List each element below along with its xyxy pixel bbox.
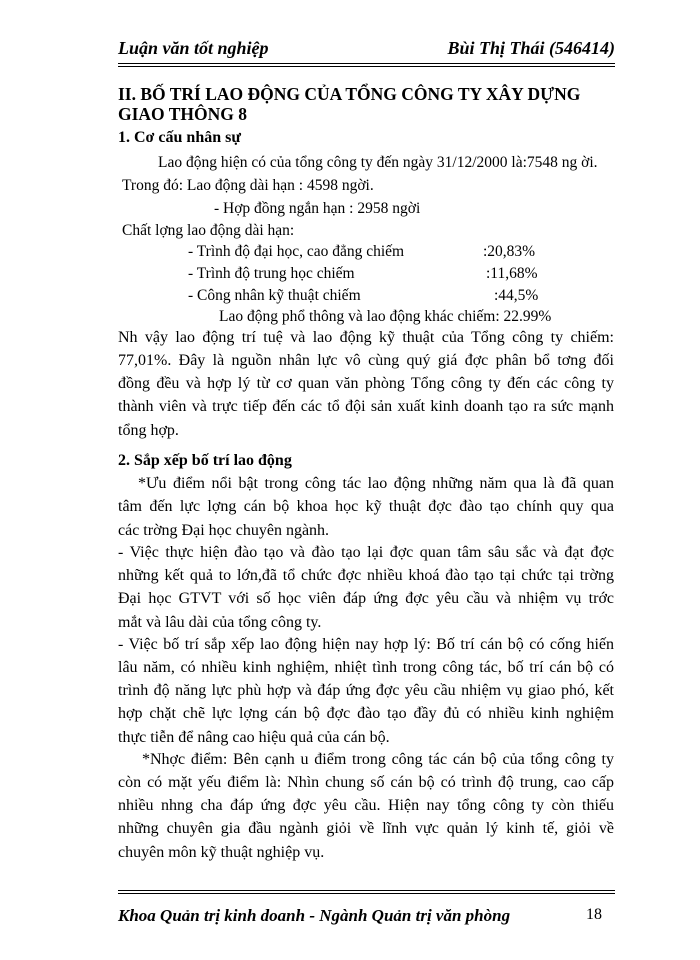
header-rule [118, 63, 615, 64]
short-term-line: - Hợp đồng ngắn hạn : 2958 ngời [214, 200, 421, 217]
weakness-line: *Nhợc điểm: Bên cạnh u điểm trong công tác cán bộ của tổng công ty [142, 751, 614, 768]
arrangement-line: trình độ năng lực phù hợp và đáp ứng đợc yêu cầu nhiệm vụ giao phó, kết [118, 682, 614, 699]
header-left: Luận văn tốt nghiệp [118, 38, 269, 58]
quality-label: Chất lợng lao động dài hạn: [122, 222, 295, 239]
arrangement-line: - Việc bố trí sắp xếp lao động hiện nay hợp lý: Bố trí cán bộ có cống hiến [118, 636, 614, 653]
footer-rule-thin [118, 890, 615, 891]
page-number: 18 [586, 906, 602, 923]
quality-row-value: :44,5% [494, 287, 539, 304]
weakness-line: chuyên môn kỹ thuật nghiệp vụ. [118, 844, 325, 861]
header-right: Bùi Thị Thái (546414) [447, 38, 615, 58]
arrangement-line: thực tiễn để nâng cao hiệu quả của cán bộ. [118, 729, 390, 746]
paragraph-line: tổng hợp. [118, 422, 179, 439]
quality-row-label: - Trình độ trung học chiếm [188, 265, 355, 282]
paragraph-line: đồng đều và hợp lý từ cơ quan văn phòng Tổng công ty đến các công ty [118, 375, 614, 392]
section-2-heading: 2. Sắp xếp bố trí lao động [118, 452, 292, 469]
quality-row-label: - Trình độ đại học, cao đẳng chiếm [188, 243, 405, 260]
quality-row-label: - Công nhân kỹ thuật chiếm [188, 287, 361, 304]
quality-row-value: :11,68% [486, 265, 538, 282]
training-line: Đại học GTVT với số học viên đáp ứng đợc yêu cầu và nhiệm vụ trớc [118, 590, 614, 607]
footer-department: Khoa Quản trị kinh doanh - Ngành Quản trị văn phòng [118, 906, 511, 925]
weakness-line: nhiều nhng cha đáp ứng đợc yêu cầu. Hiện nay tổng công ty còn thiếu [118, 797, 614, 814]
training-line: mắt và lâu dài của tổng công ty. [118, 614, 322, 631]
arrangement-line: lâu năm, có nhiều kinh nghiệm, nhiệt tình trong công tác, bố trí cán bộ có [118, 659, 614, 676]
advantage-line: tâm đến lực lợng cán bộ khoa học kỹ thuật đợc đào tạo chính quy qua [118, 498, 614, 515]
footer-rule [118, 893, 615, 894]
long-term-line: Trong đó: Lao động dài hạn : 4598 ngời. [122, 177, 374, 194]
advantage-line: *Ưu điểm nổi bật trong công tác lao động những năm qua là đã quan [138, 475, 614, 492]
chapter-title: II. BỐ TRÍ LAO ĐỘNG CỦA TỔNG CÔNG TY XÂY DỰNG GIAO THÔNG 8 [118, 84, 581, 124]
paragraph-line: Nh vậy lao động trí tuệ và lao động kỹ thuật của Tổng công ty chiếm: [118, 329, 614, 346]
quality-row-value: :20,83% [483, 243, 536, 260]
weakness-line: còn có mặt yếu điểm là: Nhìn chung số cán bộ có trình độ trung, cao cấp [118, 774, 614, 791]
training-line: - Việc thực hiện đào tạo và đào tạo lại đợc quan tâm sâu sắc và đạt đợc [118, 544, 614, 561]
paragraph-line: 77,01%. Đây là nguồn nhân lực vô cùng quý giá đợc phân bổ tơng đối [118, 352, 614, 369]
advantage-line: các trờng Đại học chuyên ngành. [118, 522, 330, 539]
other-labor-line: Lao động phổ thông và lao động khác chiếm: 22.99% [219, 308, 552, 325]
weakness-line: những chuyên gia đầu ngành giỏi về lĩnh vực quản lý kinh tế, giỏi về [118, 820, 614, 837]
section-1-heading: 1. Cơ cấu nhân sự [118, 129, 241, 146]
header-rule-thin [118, 66, 615, 67]
total-staff-line: Lao động hiện có của tổng công ty đến ngày 31/12/2000 là:7548 ng ời. [158, 154, 598, 171]
paragraph-line: thành viên và trực tiếp đến các tổ đội sản xuất kinh doanh tạo ra sức mạnh [118, 398, 614, 415]
arrangement-line: hợp chặt chẽ lực lợng cán bộ đợc đào tạo đầy đủ có nhiều kinh nghiệm [118, 705, 614, 722]
training-line: những kết quả to lớn,đã tổ chức đợc nhiều khoá đào tạo tại chức tại trờng [118, 567, 614, 584]
